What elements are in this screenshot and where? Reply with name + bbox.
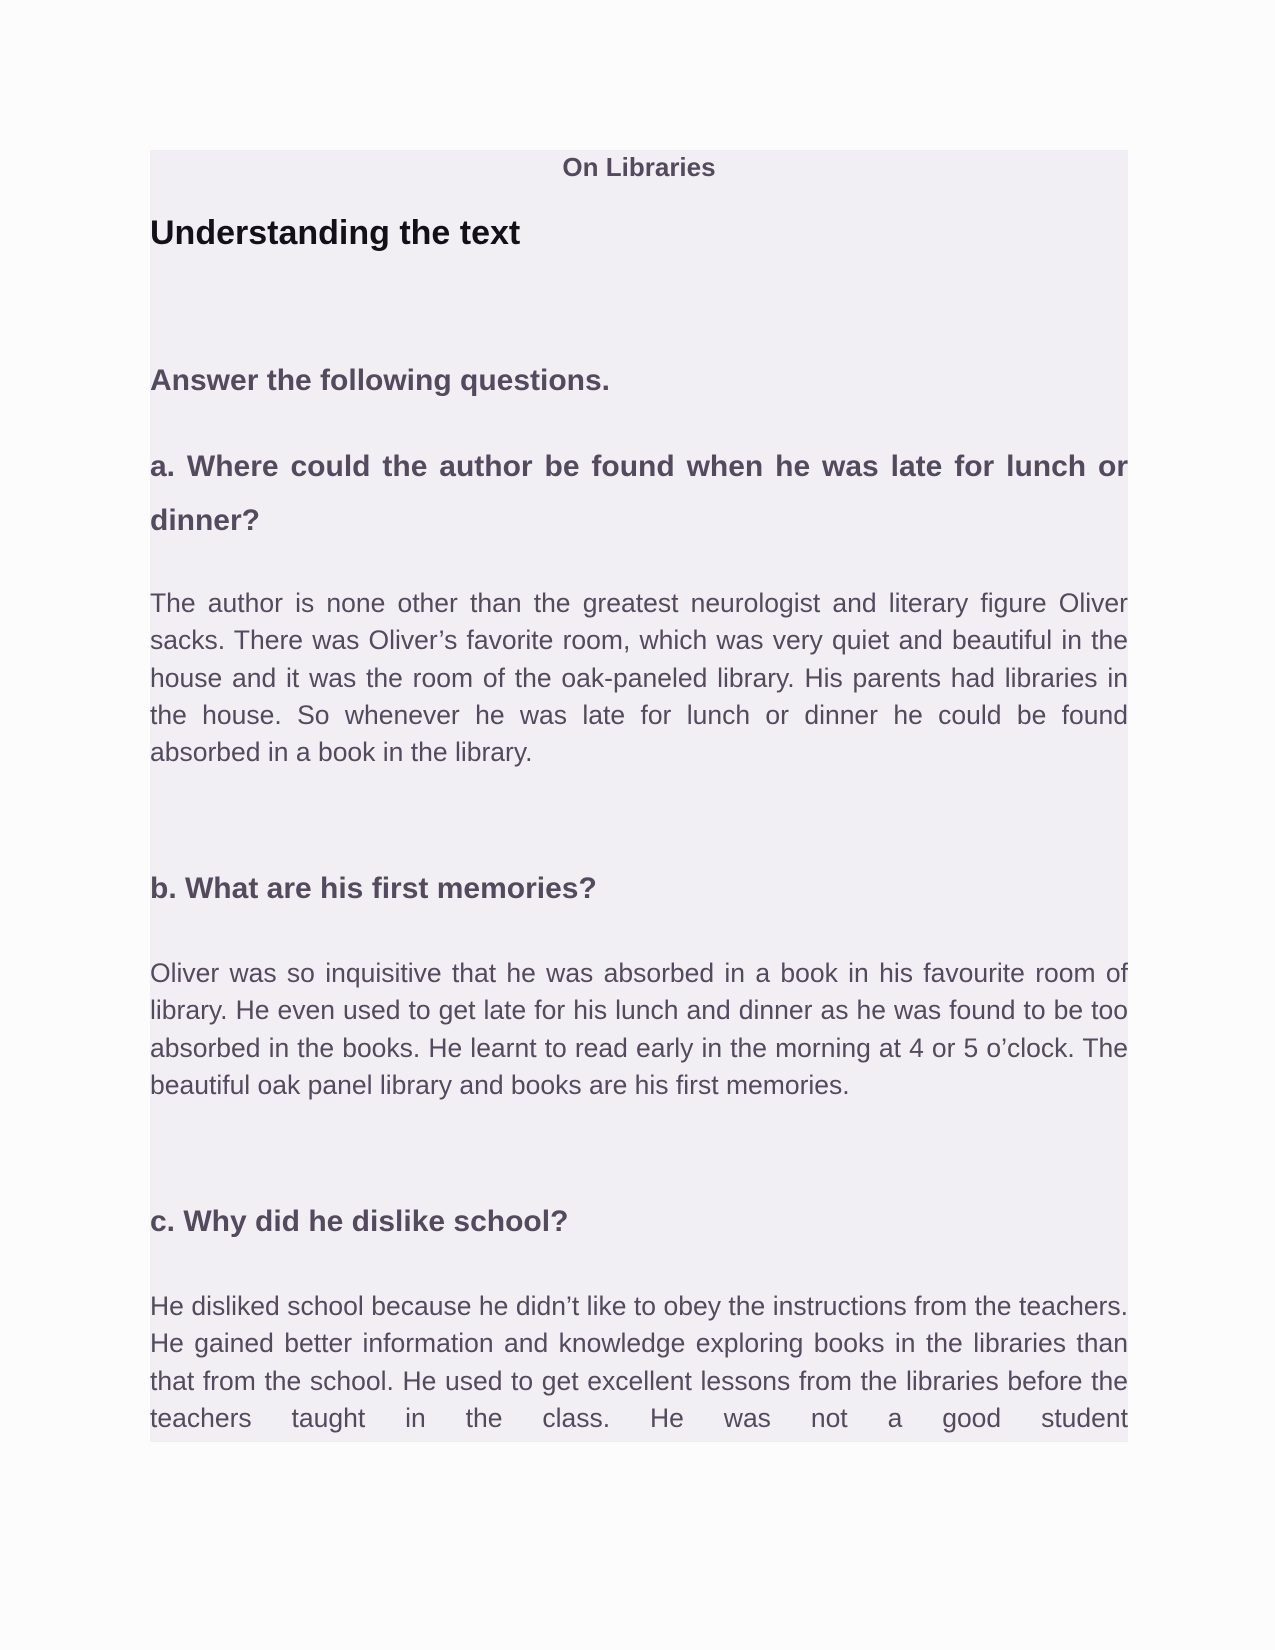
question-c: c. Why did he dislike school? xyxy=(150,1205,569,1238)
answer-b: Oliver was so inquisitive that he was absorbed in a book in his favourite room of library. He even used to get late for his lunch and dinner as he was found to be too absorbed in the books. He learnt to read early in the morning at 4 or 5 o’clock. The beautiful oak panel library and books are his first memories. xyxy=(150,958,1128,1100)
instruction-text: Answer the following questions. xyxy=(150,364,611,397)
section-heading: Understanding the text xyxy=(150,214,521,252)
document-page xyxy=(150,150,1128,1442)
document-title: On Libraries xyxy=(562,152,716,182)
question-a: a. Where could the author be found when he was late for lunch or dinner? xyxy=(150,450,1128,537)
answer-a: The author is none other than the greatest neurologist and literary figure Oliver sacks. There was Oliver’s favorite room, which was very quiet and beautiful in the house and it was the room of the oak-paneled library. His parents had libraries in the house. So whenever he was late for lunch or dinner he could be found absorbed in a book in the library. xyxy=(150,588,1128,768)
answer-c: He disliked school because he didn’t like to obey the instructions from the teachers. He gained better information and knowledge exploring books in the libraries than that from the school. He used to get excellent lessons from the libraries before the teachers taught in the class. He was not a good student xyxy=(150,1291,1128,1433)
question-b: b. What are his first memories? xyxy=(150,872,597,905)
